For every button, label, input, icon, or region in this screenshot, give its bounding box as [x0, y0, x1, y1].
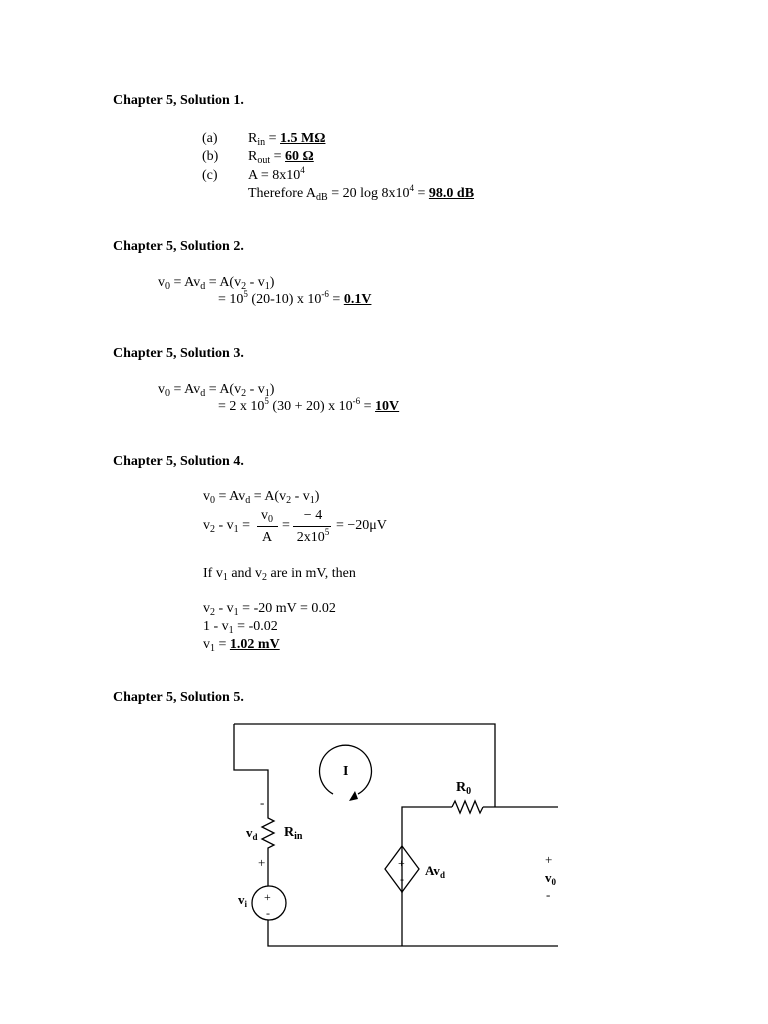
s3-heading: Chapter 5, Solution 3.: [113, 346, 244, 361]
vi-minus: -: [266, 906, 270, 920]
vi-label: $v_i$: [238, 892, 248, 909]
s1-b-label: (b): [202, 149, 219, 164]
s4-line5: $1 - v_1 = -0.02$: [203, 619, 278, 636]
dep-minus: -: [400, 872, 404, 886]
s4-frac2-numerator: − 4: [303, 508, 323, 523]
s5-heading: Chapter 5, Solution 5.: [113, 690, 244, 705]
rin-label: $R_{in}$: [284, 825, 303, 842]
vd-plus: +: [258, 855, 266, 870]
s4-line6: $v_1 = 1.02$ mV: [203, 637, 280, 654]
s1-b-line: $R_{out} = 60$ Ω: [248, 149, 314, 166]
s1-c-line: $A = 8x10^4$: [248, 165, 305, 183]
s4-result: = −20μV: [336, 518, 387, 533]
r0-resistor: [452, 801, 483, 813]
wire-bottom: [268, 920, 558, 946]
current-label: I: [343, 764, 349, 779]
s1-a-line: $R_{in} = 1.5$ MΩ: [248, 131, 326, 148]
s4-answer: 1.02 mV: [229, 637, 280, 652]
vd-minus: -: [260, 795, 265, 810]
s1-a-label: (a): [202, 131, 218, 146]
s3-line1: $v_0 = Av_d = A(v_2 - v_1)$: [158, 382, 275, 399]
dep-plus: +: [398, 856, 405, 870]
s2-heading: Chapter 5, Solution 2.: [113, 239, 244, 254]
rin-resistor: [262, 812, 274, 886]
vo-label: $v_0$: [545, 870, 556, 887]
loop-current-arrowhead: [349, 791, 358, 801]
s1-heading: Chapter 5, Solution 1.: [113, 93, 244, 108]
s4-frac2-denominator: $2x10^5$: [296, 527, 330, 545]
s4-line3: If $v_1$ and $v_2$ are in mV, then: [203, 566, 356, 583]
vo-minus: -: [546, 887, 551, 902]
dep-label: $Av_d$: [425, 863, 445, 880]
s1-a-answer: 1.5 MΩ: [280, 131, 326, 146]
s4-line2-lhs: $v_2 - v_1$ =: [203, 518, 251, 535]
s3-answer: 10V: [375, 399, 400, 414]
wire-dep-to-r0: [402, 807, 452, 893]
s2-line2: = $10^5$ (20-10) x $10^{-6} = 0.1V$: [218, 289, 372, 307]
vo-plus: +: [545, 852, 553, 867]
vd-label: $v_d$: [246, 825, 258, 842]
vi-plus: +: [264, 890, 271, 904]
s1-b-answer: 60 Ω: [285, 149, 314, 164]
s1-d-line: Therefore $A_{dB} = 20$ $\log 8x10^4 = 98.0$ dB: [248, 183, 475, 203]
s3-line2: = 2 x $10^5$ (30 + 20) x $10^{-6} = 10V$: [218, 396, 400, 414]
s4-heading: Chapter 5, Solution 4.: [113, 454, 244, 469]
s4-frac1-numerator: $v_0$: [261, 508, 273, 525]
r0-label: $R_0$: [456, 780, 472, 797]
s4-eq2: =: [282, 518, 290, 533]
s4-line4: $v_2 - v_1 = -20$ mV = 0.02: [203, 601, 336, 618]
s2-line1: $v_0 = Av_d = A(v_2 - v_1)$: [158, 275, 275, 292]
s4-frac1-denominator: A: [261, 530, 273, 545]
s4-line1: $v_0 = Av_d = A(v_2 - v_1)$: [203, 489, 320, 506]
s2-answer: 0.1V: [343, 292, 372, 307]
s1-d-answer: 98.0 dB: [428, 186, 475, 201]
s1-c-label: (c): [202, 168, 218, 183]
